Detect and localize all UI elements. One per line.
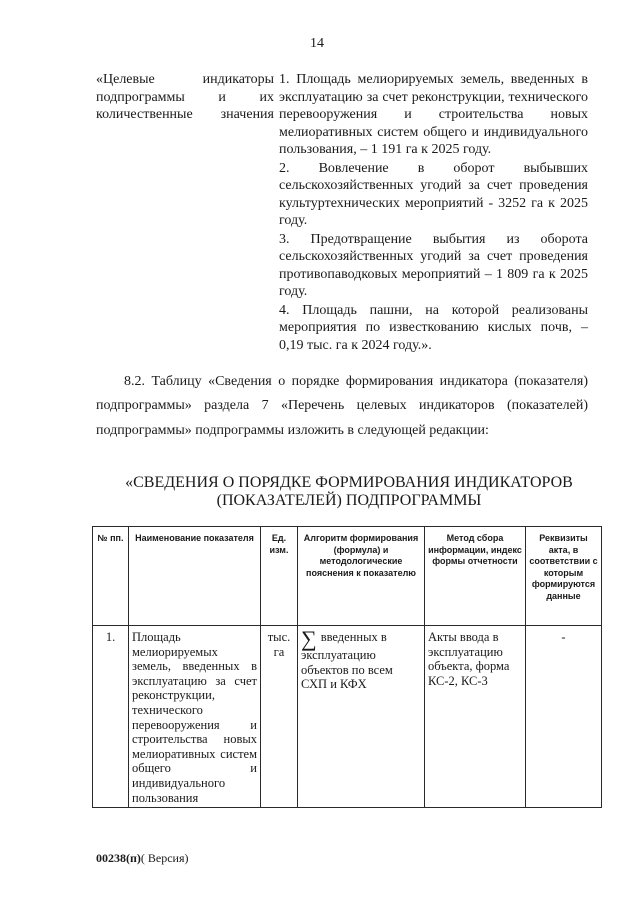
indicator-item-4: 4. Площадь пашни, на которой реализованы мероприятия по известкованию кислых почв, – 0,19 тыс. га к 2024 году.». [279, 302, 588, 353]
header-name: Наименование показателя [129, 527, 261, 626]
paragraph-text: Таблицу «Сведения о порядке формирования индикатора (показателя) подпрограммы» раздела 7 «Перечень целевых индикаторов (показателей) подпрограммы» подпрограммы изложить в следующей редакции: [96, 374, 589, 438]
amendment-paragraph [96, 370, 588, 443]
document-version: ( Версия) [140, 851, 189, 865]
row-indicator-name: Площадь мелиорируемых земель, введенных в эксплуатацию за счет реконструкции, технического перевооружения и строительства новых мелиоративных систем общего и индивидуального пользования [129, 626, 261, 808]
row-method: Акты ввода в эксплуатацию объекта, форма КС-2, КС-3 [425, 626, 526, 808]
row-algorithm-text: введенных в эксплуатацию объектов по всем СХП и КФХ [301, 630, 393, 692]
definition-body [279, 71, 588, 355]
indicators-table [92, 526, 602, 808]
header-requisites: Реквизиты акта, в соответствии с которым формируются данные [526, 527, 602, 626]
document-code: 00238(п) [96, 851, 141, 865]
row-unit: тыс. га [261, 626, 298, 808]
row-number: 1. [93, 626, 129, 808]
table-title: «СВЕДЕНИЯ О ПОРЯДКЕ ФОРМИРОВАНИЯ ИНДИКАТОРОВ (ПОКАЗАТЕЛЕЙ) ПОДПРОГРАММЫ [125, 474, 573, 509]
row-algorithm [298, 626, 425, 808]
header-method: Метод сбора информации, индекс формы отчетности [425, 527, 526, 626]
table-row [93, 626, 602, 808]
indicator-item-1: 1. Площадь мелиорируемых земель, введенных в эксплуатацию за счет реконструкции, технического перевооружения и строительства новых мелиоративных систем общего и индивидуального пользования, – 1 191 га к 2025 году. [279, 72, 588, 158]
header-unit: Ед. изм. [261, 527, 298, 626]
page-number: 14 [310, 36, 324, 51]
indicator-item-3: 3. Предотвращение выбытия из оборота сельскохозяйственных угодий за счет проведения противопаводковых мероприятий – 1 809 га к 2025 году. [279, 231, 588, 300]
row-requisites: - [526, 626, 602, 808]
paragraph-number: 8.2. [124, 374, 145, 389]
table-header-row [93, 527, 602, 626]
indicator-item-2: 2. Вовлечение в оборот выбывших сельскохозяйственных угодий за счет проведения культуртехнических мероприятий - 3252 га к 2025 году. [279, 160, 588, 229]
sum-symbol-icon: ∑ [301, 626, 317, 651]
definition-label: «Целевые индикаторы подпрограммы и их количественные значения [96, 72, 274, 123]
header-number: № пп. [93, 527, 129, 626]
footer-document-code [96, 851, 189, 866]
header-algorithm: Алгоритм формирования (формула) и методологические пояснения к показателю [298, 527, 425, 626]
